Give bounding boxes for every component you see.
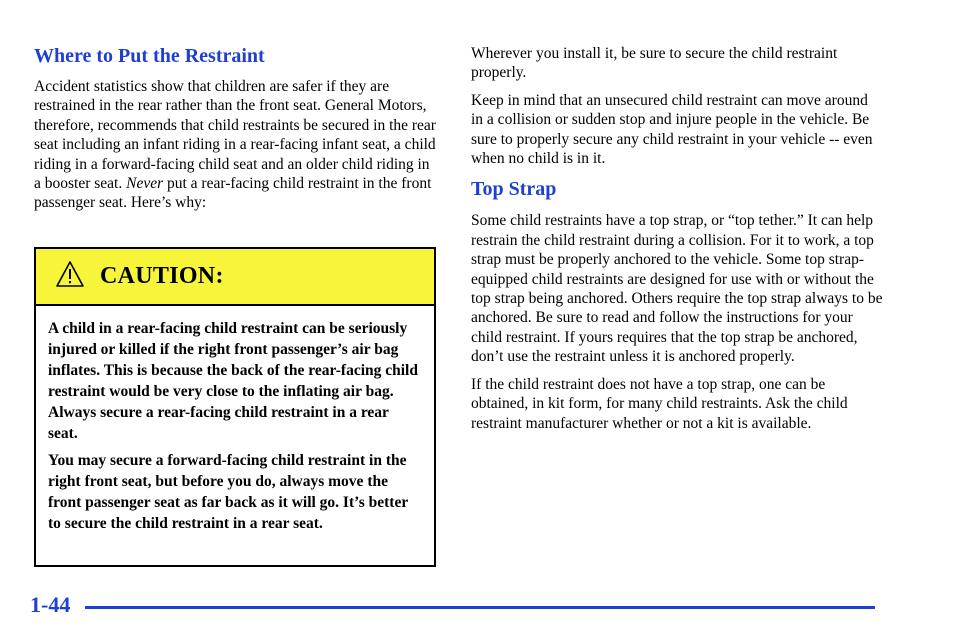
secure-paragraph: Wherever you install it, be sure to secure the child restraint properly.: [471, 45, 838, 82]
intro-text-a: Accident statistics show that children are safer if they are restrained in the rear rather than the front seat. General Motors, therefore, recommends that child restraints be secured in the rear seat including an infant riding in a rear-facing infant seat, a child riding in a forward-facing child seat and an older child riding in a booster seat.: [34, 78, 436, 193]
never-emphasis: Never: [126, 175, 164, 193]
caution-paragraph-2: You may secure a forward-facing child restraint in the right front seat, but before you do, always move the front passenger seat as far back as it will go. It’s better to secure the child restraint in a rear seat.: [48, 452, 408, 532]
top-strap-paragraph-1: Some child restraints have a top strap, or “top tether.” It can help restrain the child restraint during a collision. For it to work, a top strap must be properly anchored to the vehicle. Some top strap-equipped child restraints are designed for use with or without the top strap being anchored. Others require the top strap always to be anchored. Be sure to read and follow the instructions for your child restraint. If yours requires that the top strap be anchored, don’t use the restraint unless it is anchored properly.: [471, 212, 883, 366]
left-column: [34, 44, 436, 221]
intro-text-b: put a rear-facing child restraint in the front passenger seat. Here’s why:: [34, 175, 432, 212]
right-column: [471, 44, 883, 441]
intro-paragraph: [34, 77, 436, 213]
caution-header: [36, 249, 434, 306]
unsecured-paragraph: Keep in mind that an unsecured child restraint can move around in a collision or sudden stop and injure people in the vehicle. Be sure to properly secure any child restraint in your vehicle -- even when no child is in it.: [471, 91, 873, 168]
top-strap-paragraph-2: If the child restraint does not have a top strap, one can be obtained, in kit form, for many child restraints. Ask the child restraint manufacturer whether or not a kit is available.: [471, 375, 848, 432]
section-heading-top-strap: Top Strap: [471, 178, 557, 201]
caution-title: CAUTION:: [100, 263, 224, 289]
caution-paragraph-1: A child in a rear-facing child restraint can be seriously injured or killed if the right front passenger’s air bag inflates. This is because the back of the rear-facing child restraint would be very close to the inflating air bag. Always secure a rear-facing child restraint in a rear seat.: [48, 320, 418, 442]
section-heading-where-to-put: Where to Put the Restraint: [34, 45, 265, 67]
footer-rule: [85, 606, 875, 609]
warning-triangle-icon: [55, 260, 85, 288]
caution-body: [36, 306, 434, 534]
page-number: 1-44: [30, 592, 71, 617]
caution-box: [34, 247, 436, 567]
